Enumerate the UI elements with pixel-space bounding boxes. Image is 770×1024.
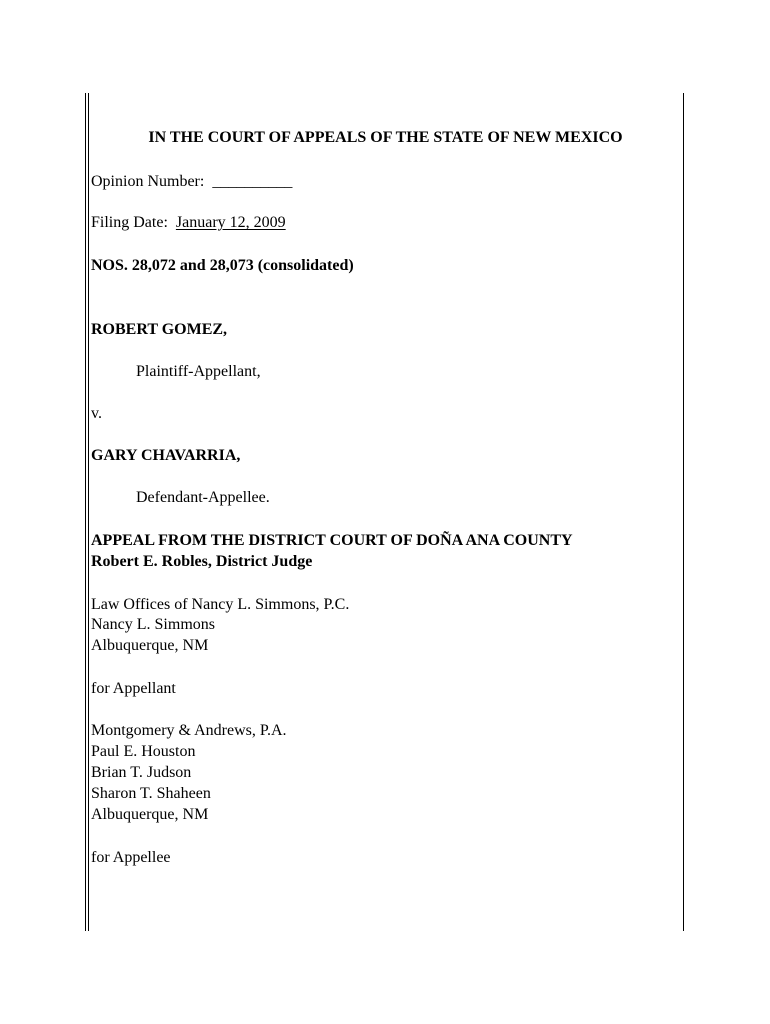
appeal-title: APPEAL FROM THE DISTRICT COURT OF DOÑA ANA COUNTY: [91, 532, 573, 549]
defendant-role: Defendant-Appellee.: [136, 489, 270, 506]
margin-rule-left-outer: [85, 93, 86, 931]
appellant-counsel-line: Law Offices of Nancy L. Simmons, P.C.: [91, 596, 350, 613]
appellant-counsel-line: Nancy L. Simmons: [91, 616, 215, 633]
appellee-designation: for Appellee: [91, 849, 171, 866]
margin-rule-left-inner: [88, 93, 89, 931]
plaintiff-name: ROBERT GOMEZ,: [91, 321, 228, 338]
appellant-counsel-line: Albuquerque, NM: [91, 637, 209, 654]
appellant-designation: for Appellant: [91, 680, 176, 697]
defendant-name: GARY CHAVARRIA,: [91, 447, 241, 464]
opinion-number-label: Opinion Number:: [91, 173, 205, 190]
opinion-number: [91, 172, 292, 192]
appellee-counsel-line: Paul E. Houston: [91, 743, 196, 760]
docket-numbers: NOS. 28,072 and 28,073 (consolidated): [91, 257, 354, 274]
appeal-judge: Robert E. Robles, District Judge: [91, 553, 313, 570]
filing-date-value: January 12, 2009: [175, 214, 286, 231]
margin-rule-right: [683, 93, 684, 931]
appellee-counsel-line: Brian T. Judson: [91, 764, 192, 781]
filing-date-label: Filing Date:: [91, 214, 168, 231]
opinion-number-value: __________: [212, 173, 293, 190]
plaintiff-role: Plaintiff-Appellant,: [136, 363, 261, 380]
filing-date: [91, 213, 286, 233]
appellee-counsel-line: Albuquerque, NM: [91, 806, 209, 823]
versus: v.: [91, 405, 102, 422]
court-heading: IN THE COURT OF APPEALS OF THE STATE OF NEW MEXICO: [148, 129, 623, 146]
appellee-counsel-line: Montgomery & Andrews, P.A.: [91, 722, 287, 739]
appellee-counsel-line: Sharon T. Shaheen: [91, 785, 211, 802]
